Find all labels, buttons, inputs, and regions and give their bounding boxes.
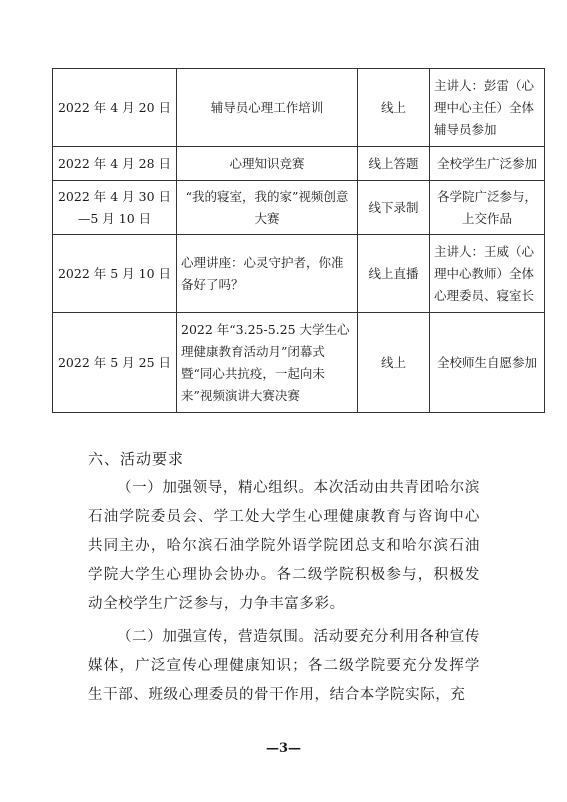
participants-cell: 全校师生自愿参加: [430, 313, 545, 413]
format-cell: 线上: [358, 313, 430, 413]
activity-cell: 心理知识竞赛: [177, 147, 358, 181]
date-cell: 2022 年 4 月 28 日: [53, 147, 177, 181]
participants-cell: 各学院广泛参与，上交作品: [430, 181, 545, 235]
page-number: —3—: [265, 741, 302, 756]
table-row: [53, 235, 545, 313]
activity-cell: 2022 年“3.25-5.25 大学生心理健康教育活动月”闭幕式暨“同心共抗疫，一起向未来”视频演讲大赛决赛: [177, 313, 358, 413]
participants-cell: 主讲人：王威（心理中心教师）全体心理委员、寝室长: [430, 235, 545, 313]
table-row: [53, 69, 545, 147]
participants-cell: 主讲人：彭雷（心理中心主任）全体辅导员参加: [430, 69, 545, 147]
paragraph-strengthen-publicity: （二）加强宣传，营造氛围。活动要充分利用各种宣传媒体，广泛宣传心理健康知识；各二级学院要充分发挥学生干部、班级心理委员的骨干作用，结合本学院实际，充: [88, 629, 480, 703]
date-cell: 2022 年 5 月 25 日: [53, 313, 177, 413]
table-row: [53, 313, 545, 413]
format-cell: 线上答题: [358, 147, 430, 181]
format-cell: 线下录制: [358, 181, 430, 235]
format-cell: 线上: [358, 69, 430, 147]
section-heading: 六、活动要求: [88, 450, 185, 468]
date-cell: 2022 年 5 月 10 日: [53, 235, 177, 313]
date-cell: 2022 年 4 月 30 日—5 月 10 日: [53, 181, 177, 235]
activity-cell: “我的寝室，我的家”视频创意大赛: [177, 181, 358, 235]
paragraph-strengthen-leadership: （一）加强领导，精心组织。本次活动由共青团哈尔滨石油学院委员会、学工处大学生心理健康教育与咨询中心共同主办，哈尔滨石油学院外语学院团总支和哈尔滨石油学院大学生心理协会协办。各二级学院积极参与，积极发动全校学生广泛参与，力争丰富多彩。: [88, 480, 480, 612]
format-cell: 线上直播: [358, 235, 430, 313]
table-row: [53, 181, 545, 235]
date-cell: 2022 年 4 月 20 日: [53, 69, 177, 147]
activity-cell: 辅导员心理工作培训: [177, 69, 358, 147]
table-row: [53, 147, 545, 181]
activity-schedule-table: [52, 68, 545, 413]
participants-cell: 全校学生广泛参加: [430, 147, 545, 181]
activity-cell: 心理讲座：心灵守护者，你准备好了吗？: [177, 235, 358, 313]
